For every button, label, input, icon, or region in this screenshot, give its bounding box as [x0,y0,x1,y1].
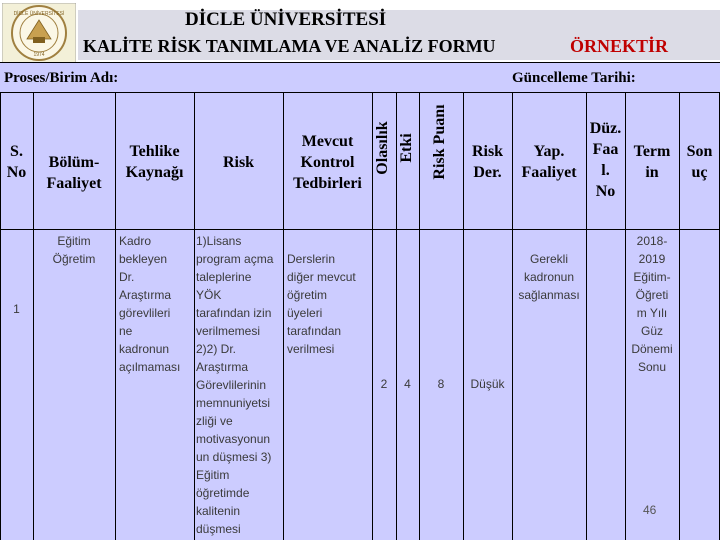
col-header-sno [0,141,33,183]
cell-line: üyeleri [287,306,323,320]
cell-line: öğretimde [196,486,250,500]
cell-line: Gerekli [529,252,568,266]
logo-year: 1974 [33,52,45,58]
row-yapilacak [512,250,586,304]
proses-label: Proses/Birim Adı: [4,70,119,86]
col-header-risk-der-line1: Risk [471,143,504,160]
cell-line: düşmesi [196,522,241,536]
col-header-bolum [33,152,115,194]
form-title: KALİTE RİSK TANIMLAMA VE ANALİZ FORMU [83,36,496,56]
col-header-yap-line1: Yap. [533,143,565,160]
row-bolum [33,232,115,268]
row-mevcut [287,250,372,358]
col-header-termin [625,141,679,183]
col-header-mevcut-line2: Kontrol [300,154,355,171]
col-header-risk: Risk [222,154,255,171]
cell-line: Eğitim [57,234,91,248]
cell-line: tarafından izin [196,306,272,320]
cell-line: diğer mevcut [287,270,356,284]
sample-label: ÖRNEKTİR [570,36,669,56]
col-header-yap-line2: Faaliyet [521,164,577,181]
cell-line: Öğretim [52,252,96,266]
row-tehlike [119,232,194,376]
row-risk [196,232,283,538]
cell-line: taleplerine [196,270,252,284]
col-header-son-line1: Son [686,143,713,160]
row-termin [625,232,679,376]
col-header-tehlike [115,141,194,183]
col-header-mevcut [283,131,372,194]
col-header-sno-line2: No [6,164,27,181]
cell-line: un düşmesi 3) [196,450,272,464]
cell-line: memnuniyetsi [196,396,271,410]
table-top-border [0,62,720,63]
cell-line: Derslerin [287,252,336,266]
cell-line: bekleyen [119,252,168,266]
col-border [396,92,397,540]
cell-line: program açma [196,252,274,266]
cell-line: kadronun [119,342,170,356]
col-header-risk-derecesi [463,141,512,183]
cell-line: tarafından [287,324,342,338]
cell-line: Sonu [637,360,667,374]
row-olasilik: 2 [380,377,388,391]
row-risk-derecesi: Düşük [470,377,505,391]
col-header-yapilacak [512,141,586,183]
row-sno: 1 [13,302,20,316]
cell-line: ne [119,324,133,338]
col-header-bolum-line2: Faaliyet [46,175,102,192]
col-header-etki: Etki [398,133,415,163]
col-header-son-line2: uç [691,164,708,181]
col-header-tehlike-line2: Kaynağı [125,164,184,181]
cell-line: sağlanması [518,288,580,302]
university-name: DİCLE ÜNİVERSİTESİ [185,9,387,30]
cell-line: görevlileri [119,306,171,320]
cell-line: Kadro [119,234,152,248]
cell-line: YÖK [196,288,222,302]
col-border [372,92,373,540]
cell-line: Eğitim- [633,270,671,284]
header-row-divider [0,229,720,230]
col-header-olasilik: Olasılık [374,121,391,175]
col-header-risk-puani: Risk Puanı [431,104,448,180]
col-header-duz-line1: Düz. [589,120,622,137]
col-header-duz-line4: No [595,183,616,200]
col-header-sno-line1: S. [10,143,23,160]
col-border [419,92,420,540]
header [0,0,720,64]
row-etki: 4 [404,377,411,391]
page-number: 46 [643,503,657,517]
cell-line: kadronun [523,270,575,284]
cell-line: Görevlilerinin [196,378,267,392]
cell-line: Dönemi [631,342,673,356]
col-header-bolum-line1: Bölüm- [48,154,100,171]
meta-row-divider [0,92,720,93]
cell-line: 2019 [638,252,666,266]
col-header-sonuc [679,141,720,183]
col-header-tehlike-line1: Tehlike [129,143,180,160]
cell-line: m Yılı [636,306,668,320]
update-date-label: Güncelleme Tarihi: [512,70,636,86]
col-header-risk-der-line2: Der. [473,164,502,181]
cell-line: verilmesi [287,342,335,356]
cell-line: Araştırma [119,288,172,302]
cell-line: 2)2) Dr. [196,342,237,356]
col-header-duz-line2: Faa [592,141,619,158]
cell-line: verilmemesi [196,324,261,338]
cell-line: motivasyonun [196,432,271,446]
cell-line: açılmaması [119,360,181,374]
cell-line: kalitenin [196,504,241,518]
col-header-term-line1: Term [633,143,671,160]
cell-line: 2018- [636,234,668,248]
col-header-duz-line3: l. [601,162,610,179]
col-header-term-line2: in [645,164,659,181]
logo-text: DİCLE ÜNİVERSİTESİ [13,11,65,17]
university-seal-icon [2,3,76,63]
cell-line: Dr. [119,270,135,284]
cell-line: öğretim [287,288,328,302]
cell-line: Eğitim [196,468,230,482]
cell-line: Araştırma [196,360,249,374]
cell-line: Öğreti [635,288,669,302]
row-risk-puani: 8 [437,377,445,391]
col-header-mevcut-line3: Tedbirleri [293,175,362,192]
cell-line: zliği ve [196,414,233,428]
col-header-mevcut-line1: Mevcut [301,133,354,150]
col-header-duzeltici [586,118,625,202]
cell-line: Güz [640,324,663,338]
cell-line: 1)Lisans [196,234,242,248]
